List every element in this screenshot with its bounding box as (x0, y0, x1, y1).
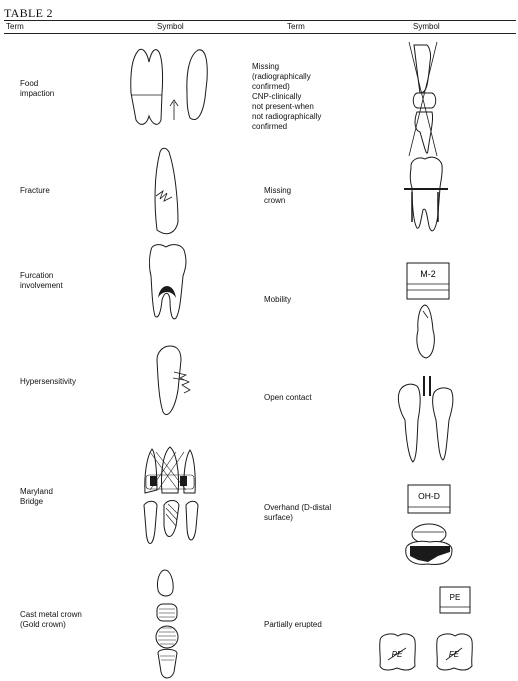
term-open-contact: Open contact (264, 393, 312, 402)
term-furcation: Furcation involvement (20, 271, 63, 290)
mobility-label: M-2 (420, 269, 436, 279)
hypersensitivity-icon (157, 346, 190, 415)
table-title: TABLE 2 (4, 6, 53, 20)
term-food-impaction: Food impaction (20, 79, 55, 98)
header-term-right: Term (287, 22, 305, 31)
partially-erupted-icon (380, 587, 473, 670)
term-partially-erupted: Partially erupted (264, 620, 322, 629)
pe-tooth-a-label: PE (391, 650, 403, 659)
term-missing: Missing (radiographically confirmed) CNP-clinically not present-when not radiographically confirmed (252, 62, 322, 131)
header-symbol-right: Symbol (413, 22, 440, 31)
mobility-icon (407, 263, 449, 358)
fracture-icon (155, 148, 178, 233)
missing-tooth-icon (409, 42, 437, 156)
open-contact-icon (398, 376, 453, 462)
missing-crown-icon (404, 157, 448, 231)
term-mobility: Mobility (264, 295, 292, 304)
maryland-bridge-icon (144, 447, 198, 544)
food-impaction-icon (131, 49, 207, 124)
term-fracture: Fracture (20, 186, 50, 195)
term-maryland-bridge: Maryland Bridge (20, 487, 53, 506)
term-hypersensitivity: Hypersensitivity (20, 377, 77, 386)
term-missing-crown: Missing crown (264, 186, 292, 205)
header-term-left: Term (6, 22, 24, 31)
header-symbol-left: Symbol (157, 22, 184, 31)
term-cast-crown: Cast metal crown (Gold crown) (20, 610, 82, 629)
pe-label: PE (449, 593, 461, 602)
furcation-icon (150, 245, 186, 319)
overhang-icon (406, 485, 452, 564)
pe-tooth-b-label: FE (448, 650, 460, 659)
term-overhang: Overhand (D-distal surface) (264, 503, 332, 522)
overhang-label: OH-D (418, 491, 440, 501)
cast-crown-icon (156, 570, 178, 678)
